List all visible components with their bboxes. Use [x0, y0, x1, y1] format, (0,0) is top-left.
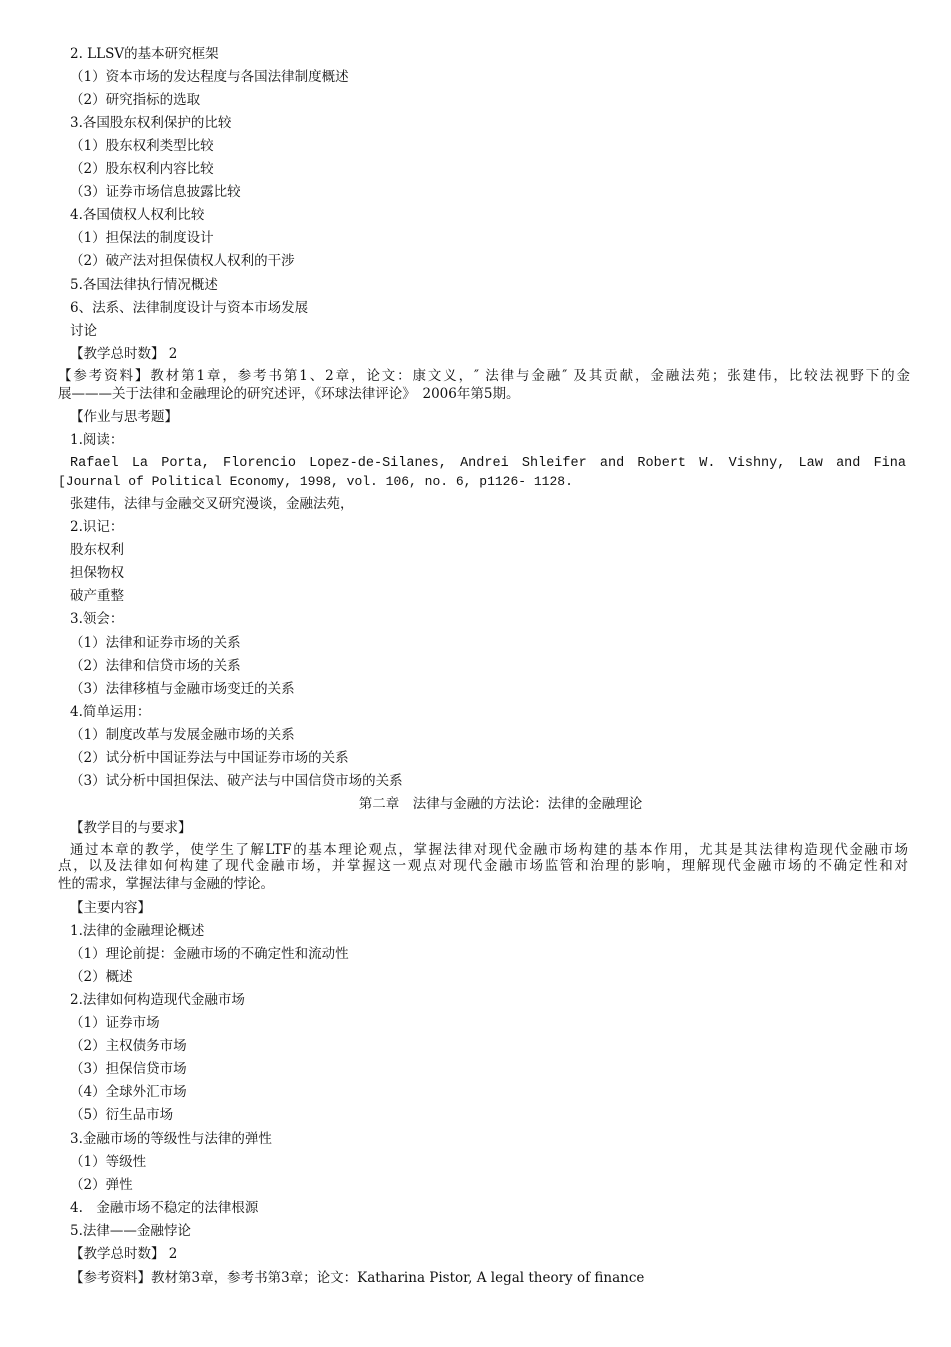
list-item: （1）资本市场的发达程度与各国法律制度概述 — [70, 69, 349, 85]
list-item: （2）法律和信贷市场的关系 — [70, 658, 241, 674]
reading-label: 1.阅读： — [70, 432, 124, 448]
understand-label: 3.领会： — [70, 611, 124, 627]
list-item: 3.金融市场的等级性与法律的弹性 — [70, 1131, 272, 1147]
list-item: （2）弹性 — [70, 1177, 133, 1193]
list-item: 5.法律——金融悖论 — [70, 1223, 191, 1239]
heading-creditor-rights: 4.各国债权人权利比较 — [70, 207, 205, 223]
term-item: 担保物权 — [70, 565, 124, 581]
references-line-2: 展———关于法律和金融理论的研究述评，《环球法律评论》 2006年第5期。 — [58, 386, 520, 402]
memorize-label: 2.识记： — [70, 519, 124, 535]
list-item: （3）证券市场信息披露比较 — [70, 184, 241, 200]
term-item: 破产重整 — [70, 588, 124, 604]
homework-heading: 【作业与思考题】 — [70, 409, 178, 425]
main-content-heading: 【主要内容】 — [70, 900, 151, 916]
aims-heading: 【教学目的与要求】 — [70, 820, 192, 836]
list-item: （3）法律移植与金融市场变迁的关系 — [70, 681, 295, 697]
english-citation-line-2: [Journal of Political Economy, 1998, vol. 106, no. 6, p1126- 1128. — [58, 474, 573, 489]
heading-llsv-framework: 2. LLSV的基本研究框架 — [70, 46, 219, 62]
discussion-label: 讨论 — [70, 323, 97, 339]
list-item: 4. 金融市场不稳定的法律根源 — [70, 1200, 259, 1216]
chapter-2-title: 第二章 法律与金融的方法论：法律的金融理论 — [358, 796, 643, 812]
list-item: （2）股东权利内容比较 — [70, 161, 214, 177]
list-item: （5）衍生品市场 — [70, 1107, 174, 1123]
references-line: 【参考资料】教材第3章，参考书第3章；论文：Katharina Pistor, A legal theory of finance — [70, 1270, 645, 1286]
aims-paragraph-line-3: 性的需求，掌握法律与金融的悖论。 — [58, 876, 274, 892]
apply-label: 4.简单运用： — [70, 704, 151, 720]
heading-shareholder-rights: 3.各国股东权利保护的比较 — [70, 115, 232, 131]
reading-item: 张建伟，法律与金融交叉研究漫谈，金融法苑， — [70, 496, 354, 512]
references-line-1: 【参考资料】教材第1章，参考书第1、2章，论文：康文义，″ 法律与金融″ 及其贡献，金融法苑；张建伟，比较法视野下的金 — [58, 368, 910, 384]
list-item: （1）证券市场 — [70, 1015, 160, 1031]
list-item: 2.法律如何构造现代金融市场 — [70, 992, 245, 1008]
heading-legal-systems: 6、法系、法律制度设计与资本市场发展 — [70, 300, 309, 316]
list-item: （2）主权债务市场 — [70, 1038, 187, 1054]
list-item: （4）全球外汇市场 — [70, 1084, 187, 1100]
term-item: 股东权利 — [70, 542, 124, 558]
english-citation-line-1: Rafael La Porta, Florencio Lopez-de-Silanes, Andrei Shleifer and Robert W. Vishny, Law and Fina — [70, 456, 906, 471]
heading-law-enforcement: 5.各国法律执行情况概述 — [70, 277, 218, 293]
list-item: （1）法律和证券市场的关系 — [70, 635, 241, 651]
list-item: （1）股东权利类型比较 — [70, 138, 214, 154]
list-item: （2）试分析中国证券法与中国证券市场的关系 — [70, 750, 349, 766]
teaching-hours: 【教学总时数】 2 — [70, 346, 178, 362]
list-item: （1）理论前提：金融市场的不确定性和流动性 — [70, 946, 349, 962]
list-item: 1.法律的金融理论概述 — [70, 923, 205, 939]
list-item: （1）担保法的制度设计 — [70, 230, 214, 246]
list-item: （1）制度改革与发展金融市场的关系 — [70, 727, 295, 743]
list-item: （3）担保信贷市场 — [70, 1061, 187, 1077]
list-item: （2）破产法对担保债权人权利的干涉 — [70, 253, 295, 269]
list-item: （1）等级性 — [70, 1154, 147, 1170]
list-item: （2）概述 — [70, 969, 133, 985]
list-item: （2）研究指标的选取 — [70, 92, 201, 108]
aims-paragraph-line-2: 点，以及法律如何构建了现代金融市场，并掌握这一观点对现代金融市场监管和治理的影响，理解现代金融市场的不确定性和对 — [58, 858, 908, 874]
teaching-hours: 【教学总时数】 2 — [70, 1246, 178, 1262]
list-item: （3）试分析中国担保法、破产法与中国信贷市场的关系 — [70, 773, 403, 789]
aims-paragraph-line-1: 通过本章的教学，使学生了解LTF的基本理论观点，掌握法律对现代金融市场构建的基本作用，尤其是其法律构造现代金融市场 — [70, 842, 908, 858]
